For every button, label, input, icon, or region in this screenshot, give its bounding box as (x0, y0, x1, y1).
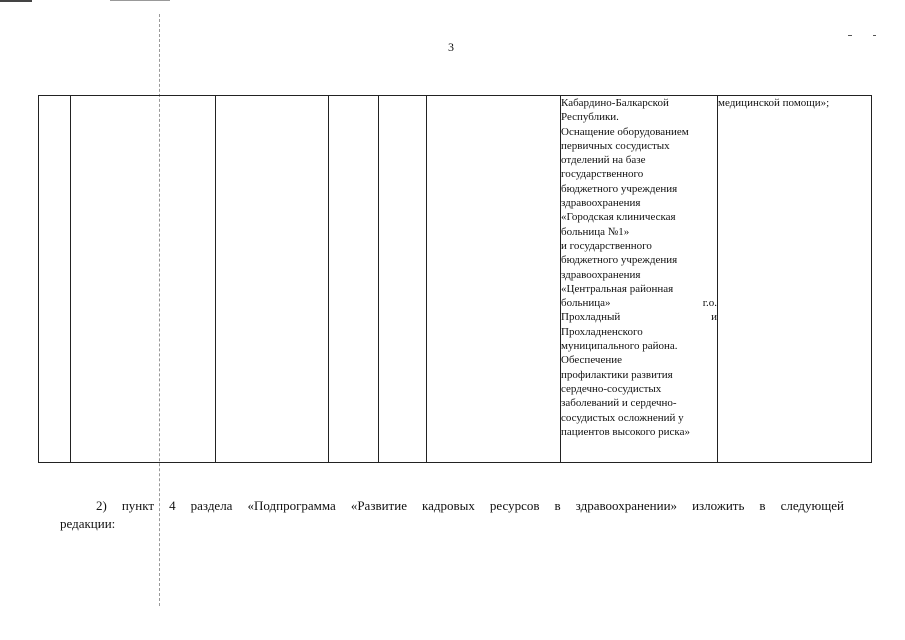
table-cell-result: медицинской помощи»; (718, 96, 872, 463)
description-line: здравоохранения (561, 197, 641, 210)
table-cell-empty (329, 96, 379, 463)
scan-artifact-top-left (0, 0, 32, 2)
description-line: здравоохранения (561, 268, 641, 281)
description-word: Прохладный (561, 311, 621, 324)
description-line: пациентов высокого риска» (561, 425, 690, 438)
description-line: заболеваний и сердечно- (561, 397, 677, 410)
paragraph-line: редакции: (60, 516, 116, 531)
table-cell-empty (216, 96, 329, 463)
description-line: муниципального района. (561, 340, 678, 353)
description-line: Прохладненского (561, 325, 643, 338)
scan-mark (848, 35, 852, 36)
description-line: Обеспечение (561, 354, 622, 367)
table-cell-measure-description (561, 96, 718, 463)
description-line: больница №1» (561, 225, 630, 238)
description-line: отделений на базе (561, 154, 646, 167)
description-line: «Городская клиническая (561, 211, 676, 224)
description-line: бюджетного учреждения (561, 254, 678, 267)
description-line: Кабардино-Балкарской (561, 97, 669, 109)
description-word: и (711, 311, 717, 324)
paragraph-line: 2) пункт 4 раздела «Подпрограмма «Развитие кадровых ресурсов в здравоохранении» изложить в следующей (96, 498, 844, 513)
table-cell-empty (39, 96, 71, 463)
body-paragraph (60, 497, 844, 533)
table-cell-empty (71, 96, 216, 463)
table-cell-empty (379, 96, 427, 463)
description-line: первичных сосудистых (561, 139, 670, 152)
description-line: бюджетного учреждения (561, 182, 678, 195)
scan-artifact-top (110, 0, 170, 1)
description-line-justified (561, 310, 717, 324)
description-word: г.о. (702, 297, 717, 310)
program-table (38, 95, 872, 463)
description-line: и государственного (561, 239, 652, 252)
description-line: сосудистых осложнений у (561, 411, 684, 424)
scan-mark (873, 35, 876, 36)
description-line: сердечно-сосудистых (561, 382, 662, 395)
table-row (39, 96, 872, 463)
description-line-justified (561, 296, 717, 310)
table-cell-empty (427, 96, 561, 463)
description-line: профилактики развития (561, 368, 673, 381)
description-word: больница» (561, 297, 611, 310)
description-line: государственного (561, 168, 644, 181)
description-line: Республики. (561, 111, 619, 124)
page-number: 3 (448, 40, 454, 54)
description-line: Оснащение оборудованием (561, 125, 689, 138)
description-line: «Центральная районная (561, 282, 674, 295)
